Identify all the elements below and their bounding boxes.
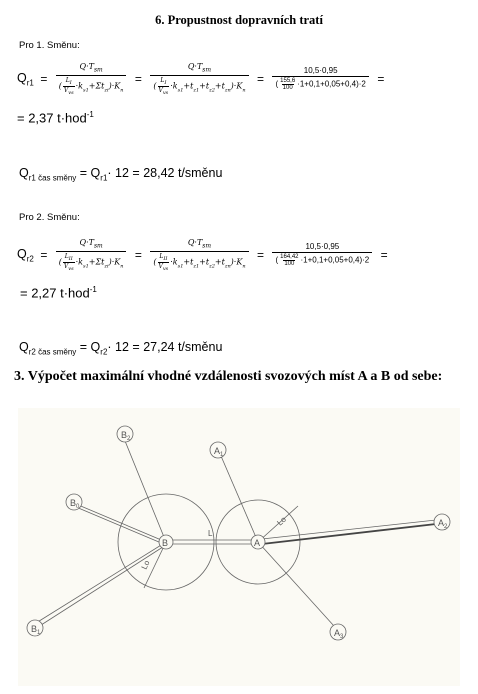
spoke-a-a1 bbox=[221, 456, 258, 542]
label-center-b: B bbox=[162, 538, 169, 548]
shift1-per-shift: $Q_{r1 čas směny} = Q_{r1}\cdot 12 = 28,42$ t/směnu bbox=[19, 166, 223, 183]
shift1-formula: $Q_{r1}$ = $Q\cdot T_{sm}$ ( $\frac{L_I}{V_{vs}}$ $\cdot k_{s1}+\Sigma t_{zi})\cdot K_n$ = $Q\cdot T_{sm}$ ( $\frac{L_I}{V_{vs}}$ $\cdot k_{s1}+t_{z1}+t_{z2}+t_{zn})\cdot K_n$ = 10,5·0,95 ( $\frac{155,6}{100}$ ·1+0,1+0,05+0,4)·2 = bbox=[17, 62, 385, 96]
shift2-fraction-3: 10,5·0,95 ( $\frac{164,42}{100}$ ·1+0,1+0,05+0,4)·2 bbox=[272, 242, 372, 267]
spoke-a-a2a bbox=[262, 520, 436, 539]
shift2-result: = 2,27 t·hod$^{-1}$ bbox=[20, 285, 97, 301]
label-a1: $A_1$ bbox=[214, 446, 224, 458]
shift2-q-symbol: $Q_{r2}$ bbox=[17, 246, 34, 264]
label-b1: $B_1$ bbox=[31, 624, 41, 636]
shift1-fraction-2: $Q\cdot T_{sm}$ ( $\frac{L_I}{V_{vs}}$ $\cdot k_{s1}+t_{z1}+t_{z2}+t_{zn})\cdot K_n$ bbox=[150, 62, 248, 96]
label-lo-a: Lo bbox=[275, 514, 288, 528]
shift1-fraction-3: 10,5·0,95 ( $\frac{155,6}{100}$ ·1+0,1+0,05+0,4)·2 bbox=[272, 66, 368, 91]
label-a3: $A_3$ bbox=[334, 628, 344, 640]
label-l-mid: L bbox=[208, 529, 213, 538]
section-title: 6. Propustnost dopravních tratí bbox=[155, 13, 323, 27]
label-b2: $B_2$ bbox=[121, 430, 131, 442]
label-lo-b: Lo bbox=[139, 558, 152, 571]
collection-points-diagram bbox=[18, 408, 460, 686]
shift2-label: Pro 2. Směnu: bbox=[19, 212, 80, 223]
shift2-formula: $Q_{r2}$ = $Q\cdot T_{sm}$ ( $\frac{L_{II}}{V_{vs}}$ $\cdot k_{s1}+\Sigma t_{zi})\cdot K_n$ = $Q\cdot T_{sm}$ ( $\frac{L_{II}}{V_{vs}}$ $\cdot k_{s1}+t_{z1}+t_{z2}+t_{zn})\cdot K_n$ = 10,5·0,95 ( $\frac{164,42}{100}$ ·1+0,1+0,05+0,4)·2 = bbox=[17, 238, 388, 272]
spoke-a-a2b bbox=[262, 524, 436, 544]
shift1-result: = 2,37 t·hod$^{-1}$ bbox=[17, 110, 94, 126]
shift1-q-symbol: $Q_{r1}$ bbox=[17, 70, 34, 88]
label-b0: $B_0$ bbox=[70, 498, 80, 510]
section3-heading: 3. Výpočet maximální vhodné vzdálenosti svozových míst A a B od sebe: bbox=[14, 369, 443, 384]
spoke-b-b2 bbox=[123, 436, 166, 542]
shift1-label: Pro 1. Směnu: bbox=[19, 40, 80, 51]
shift2-fraction-1: $Q\cdot T_{sm}$ ( $\frac{L_{II}}{V_{vs}}$ $\cdot k_{s1}+\Sigma t_{zi})\cdot K_n$ bbox=[56, 238, 127, 272]
label-a2: $A_2$ bbox=[438, 518, 448, 530]
label-center-a: A bbox=[254, 538, 261, 548]
diagram-svg bbox=[18, 408, 460, 686]
spoke-a-a3 bbox=[258, 542, 334, 626]
shift2-per-shift: $Q_{r2 čas směny} = Q_{r2}\cdot 12 = 27,24$ t/směnu bbox=[19, 340, 223, 357]
shift2-fraction-2: $Q\cdot T_{sm}$ ( $\frac{L_{II}}{V_{vs}}$ $\cdot k_{s1}+t_{z1}+t_{z2}+t_{zn})\cdot K_n$ bbox=[150, 238, 248, 272]
shift1-fraction-1: $Q\cdot T_{sm}$ ( $\frac{L_I}{V_{vs}}$ $\cdot k_{s1}+\Sigma t_{zi})\cdot K_n$ bbox=[56, 62, 127, 96]
spoke-b-b0b bbox=[76, 507, 166, 545]
